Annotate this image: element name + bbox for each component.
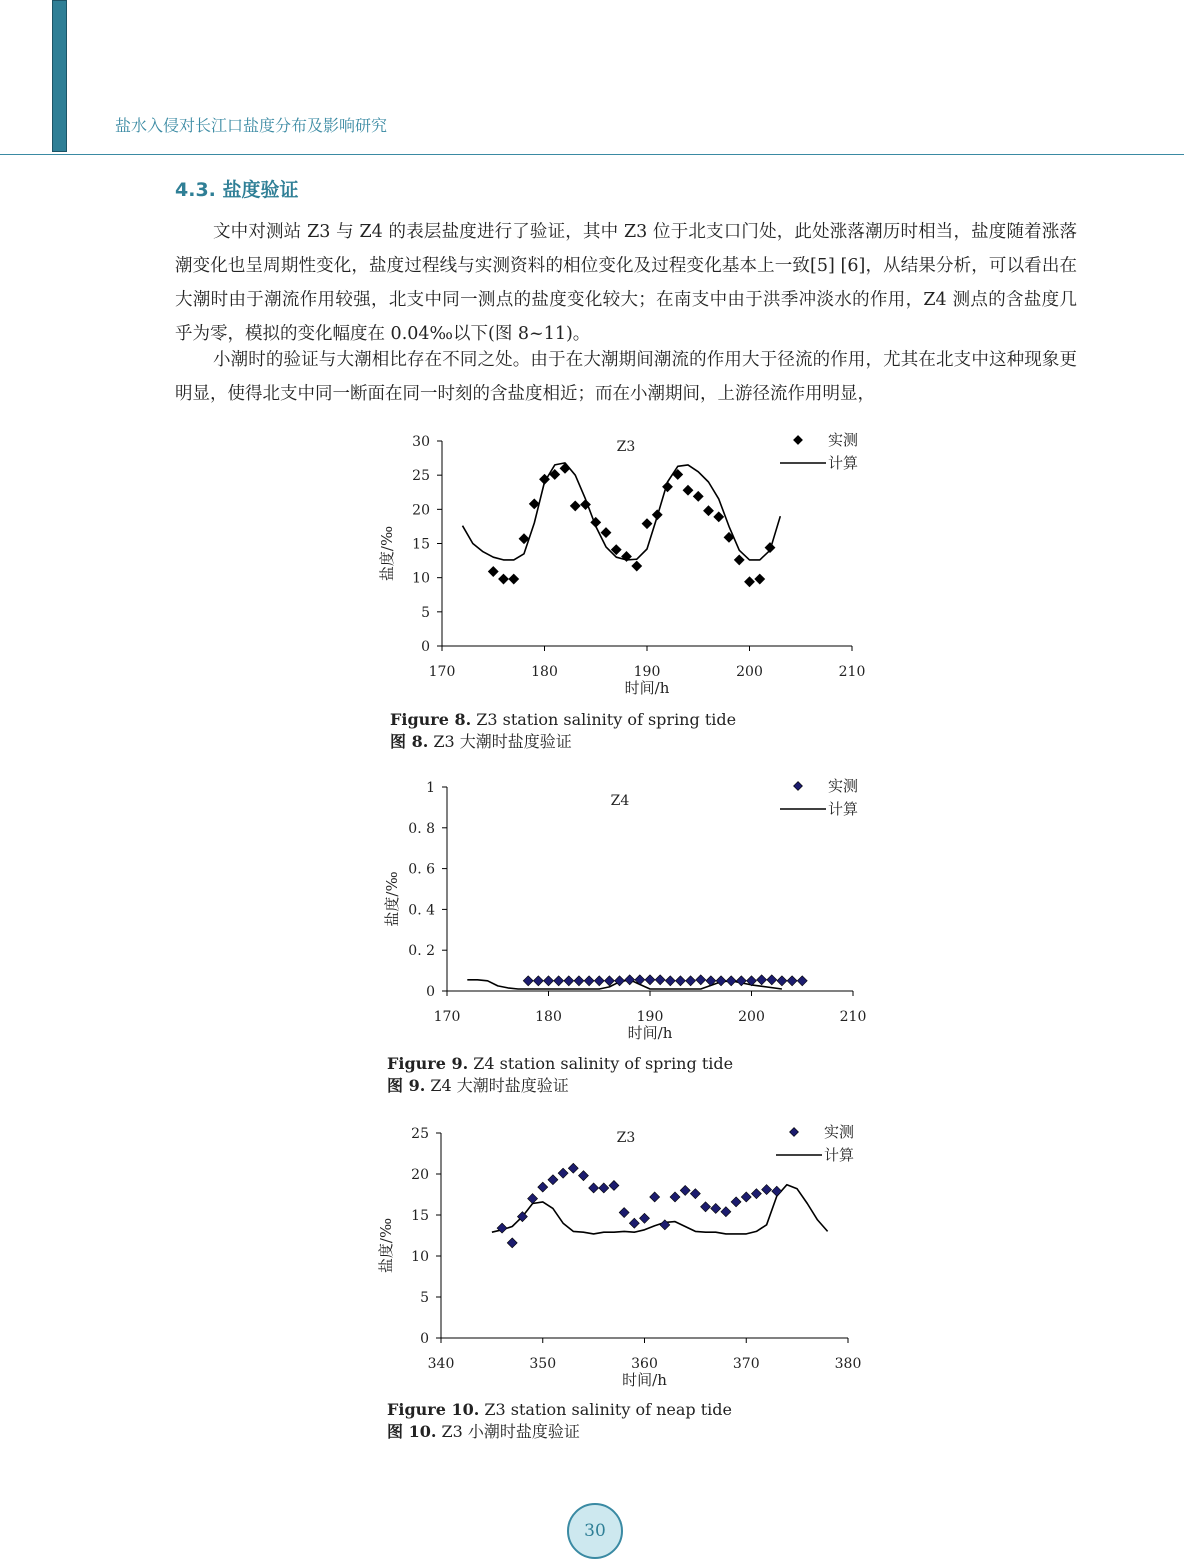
data-point-measured <box>594 976 604 986</box>
data-point-measured <box>544 976 554 986</box>
y-tick-label: 0 <box>421 639 430 655</box>
data-point-measured <box>528 1194 538 1204</box>
data-point-measured <box>650 1192 660 1202</box>
data-point-measured <box>645 975 655 985</box>
data-point-measured <box>523 976 533 986</box>
legend-marker-measured <box>794 436 803 445</box>
data-point-measured <box>675 976 685 986</box>
x-axis-label: 时间/h <box>622 1371 667 1389</box>
y-tick-label: 25 <box>412 468 430 485</box>
data-point-measured <box>663 482 673 492</box>
figure-8-caption <box>390 709 736 753</box>
data-point-measured <box>726 976 736 986</box>
legend-label-calculated: 计算 <box>824 1146 855 1164</box>
data-point-measured <box>652 510 662 520</box>
x-tick-label: 180 <box>535 1009 562 1025</box>
x-tick-label: 200 <box>738 1009 765 1025</box>
data-point-measured <box>507 1238 517 1248</box>
data-point-measured <box>488 567 498 577</box>
chart-title: Z3 <box>616 439 636 455</box>
data-point-measured <box>584 976 594 986</box>
data-point-measured <box>701 1202 711 1212</box>
data-point-measured <box>609 1180 619 1190</box>
data-point-measured <box>619 1208 629 1218</box>
y-axis-label: 盐度/‰ <box>383 871 401 927</box>
y-tick-label: 0. 2 <box>408 943 435 960</box>
data-point-measured <box>578 1171 588 1181</box>
y-tick-label: 20 <box>412 502 430 519</box>
data-point-measured <box>568 1163 578 1173</box>
page-number: 30 <box>567 1503 623 1559</box>
chart-svg <box>380 770 880 1045</box>
y-tick-label: 1 <box>426 780 435 796</box>
header-divider <box>0 154 1184 155</box>
data-point-measured <box>704 506 714 516</box>
y-tick-label: 15 <box>412 536 430 553</box>
data-point-measured <box>741 1192 751 1202</box>
data-point-measured <box>757 975 767 985</box>
x-tick-label: 170 <box>433 1009 461 1025</box>
legend-marker-measured <box>794 782 803 791</box>
y-tick-label: 10 <box>412 570 430 587</box>
y-tick-label: 10 <box>411 1249 429 1265</box>
data-point-measured <box>558 1168 568 1178</box>
data-point-measured <box>589 1183 599 1193</box>
y-axis-label: 盐度/‰ <box>377 1217 395 1274</box>
y-tick-label: 0. 8 <box>408 820 435 837</box>
x-tick-label: 190 <box>636 1009 664 1025</box>
chart-figure-9 <box>380 770 880 1045</box>
data-point-measured <box>570 501 580 511</box>
data-point-measured <box>690 1189 700 1199</box>
x-axis-label: 时间/h <box>624 679 670 697</box>
chart-figure-8 <box>380 425 880 700</box>
data-point-measured <box>762 1185 772 1195</box>
data-point-measured <box>734 555 744 565</box>
caption-chinese: 图 8. Z3 大潮时盐度验证 <box>390 732 572 751</box>
data-point-measured <box>716 976 726 986</box>
data-point-measured <box>640 1213 650 1223</box>
data-point-measured <box>548 1175 558 1185</box>
x-tick-label: 180 <box>531 664 558 680</box>
y-tick-label: 0. 4 <box>408 902 435 919</box>
data-point-measured <box>499 574 509 584</box>
data-point-measured <box>714 512 724 522</box>
x-tick-label: 360 <box>631 1356 658 1372</box>
x-tick-label: 340 <box>427 1356 455 1372</box>
data-point-measured <box>599 1183 609 1193</box>
data-point-measured <box>642 519 652 529</box>
y-tick-label: 5 <box>421 604 430 621</box>
data-point-measured <box>765 543 775 553</box>
data-point-measured <box>751 1189 761 1199</box>
data-point-measured <box>787 976 797 986</box>
y-tick-label: 20 <box>411 1167 429 1183</box>
legend-label-measured: 实测 <box>824 1123 855 1141</box>
chart-svg <box>377 1118 880 1393</box>
x-tick-label: 210 <box>838 664 866 680</box>
body-paragraph: 文中对测站 Z3 与 Z4 的表层盐度进行了验证，其中 Z3 位于北支口门处，此处涨落潮历时相当，盐度随着涨落潮变化也呈周期性变化，盐度过程线与实测资料的相位变化及过程变化基本上一致[5] [6]，从结果分析，可以看出在大潮时由于潮流作用较强，北支中同一测点的盐度变化较大；在南支中由于洪季冲淡水的作用，Z4 测点的含盐度几乎为零，模拟的变化幅度在 0.04‰以下(图 8~11)。 <box>175 222 1077 344</box>
data-point-measured <box>797 976 807 986</box>
data-point-measured <box>629 1218 639 1228</box>
x-axis-label: 时间/h <box>627 1024 673 1042</box>
y-tick-label: 25 <box>411 1126 429 1142</box>
data-point-measured <box>721 1207 731 1217</box>
y-tick-label: 0. 6 <box>408 861 435 878</box>
section-heading: 4.3. 盐度验证 <box>175 179 299 201</box>
caption-chinese: 图 10. Z3 小潮时盐度验证 <box>387 1422 580 1441</box>
data-point-measured <box>509 574 519 584</box>
caption-english: Figure 8. Z3 station salinity of spring tide <box>390 710 737 729</box>
data-point-measured <box>696 975 706 985</box>
figure-9-caption <box>387 1053 733 1097</box>
x-tick-label: 370 <box>732 1356 760 1372</box>
y-tick-label: 5 <box>420 1290 429 1306</box>
x-tick-label: 380 <box>834 1356 862 1372</box>
data-point-measured <box>693 491 703 501</box>
header-accent-bar <box>52 0 67 152</box>
data-point-measured <box>686 976 696 986</box>
y-tick-label: 0 <box>426 984 435 1000</box>
caption-english: Figure 9. Z4 station salinity of spring tide <box>387 1054 734 1073</box>
caption-chinese: 图 9. Z4 大潮时盐度验证 <box>387 1076 569 1095</box>
x-tick-label: 190 <box>633 664 661 680</box>
data-point-measured <box>767 975 777 985</box>
chart-figure-10 <box>377 1118 880 1393</box>
data-point-measured <box>745 577 755 587</box>
legend-label-measured: 实测 <box>828 431 859 449</box>
figure-10-caption <box>387 1399 732 1443</box>
data-point-measured <box>560 463 570 473</box>
x-tick-label: 350 <box>529 1356 557 1372</box>
data-point-measured <box>777 976 787 986</box>
data-point-measured <box>625 975 635 985</box>
data-point-measured <box>711 1203 721 1213</box>
legend-marker-measured <box>790 1128 799 1137</box>
series-line-calculated <box>463 463 781 560</box>
body-paragraph: 小潮时的验证与大潮相比存在不同之处。由于在大潮期间潮流的作用大于径流的作用，尤其在北支中这种现象更明显，使得北支中同一断面在同一时刻的含盐度相近；而在小潮期间，上游径流作用明显， <box>175 350 1077 404</box>
x-tick-label: 210 <box>839 1009 867 1025</box>
data-point-measured <box>665 976 675 986</box>
y-axis-label: 盐度/‰ <box>378 525 396 582</box>
y-tick-label: 15 <box>411 1208 429 1224</box>
data-point-measured <box>755 574 765 584</box>
y-tick-label: 0 <box>420 1331 429 1347</box>
data-point-measured <box>683 485 693 495</box>
data-point-measured <box>680 1185 690 1195</box>
data-point-measured <box>564 976 574 986</box>
data-point-measured <box>632 561 642 571</box>
data-point-measured <box>731 1197 741 1207</box>
data-point-measured <box>655 975 665 985</box>
y-tick-label: 30 <box>412 434 430 450</box>
legend-label-calculated: 计算 <box>828 800 859 818</box>
data-point-measured <box>538 1182 548 1192</box>
data-point-measured <box>497 1223 507 1233</box>
data-point-measured <box>670 1192 680 1202</box>
running-header-title: 盐水入侵对长江口盐度分布及影响研究 <box>115 116 388 135</box>
data-point-measured <box>533 976 543 986</box>
chart-svg <box>380 425 880 700</box>
chart-title: Z3 <box>616 1130 636 1146</box>
legend-label-calculated: 计算 <box>828 454 859 472</box>
x-tick-label: 170 <box>428 664 456 680</box>
data-point-measured <box>574 976 584 986</box>
legend-label-measured: 实测 <box>828 777 859 795</box>
data-point-measured <box>554 976 564 986</box>
x-tick-label: 200 <box>736 664 763 680</box>
data-point-measured <box>601 528 611 538</box>
caption-english: Figure 10. Z3 station salinity of neap tide <box>387 1400 732 1419</box>
data-point-measured <box>772 1186 782 1196</box>
chart-title: Z4 <box>610 793 630 809</box>
